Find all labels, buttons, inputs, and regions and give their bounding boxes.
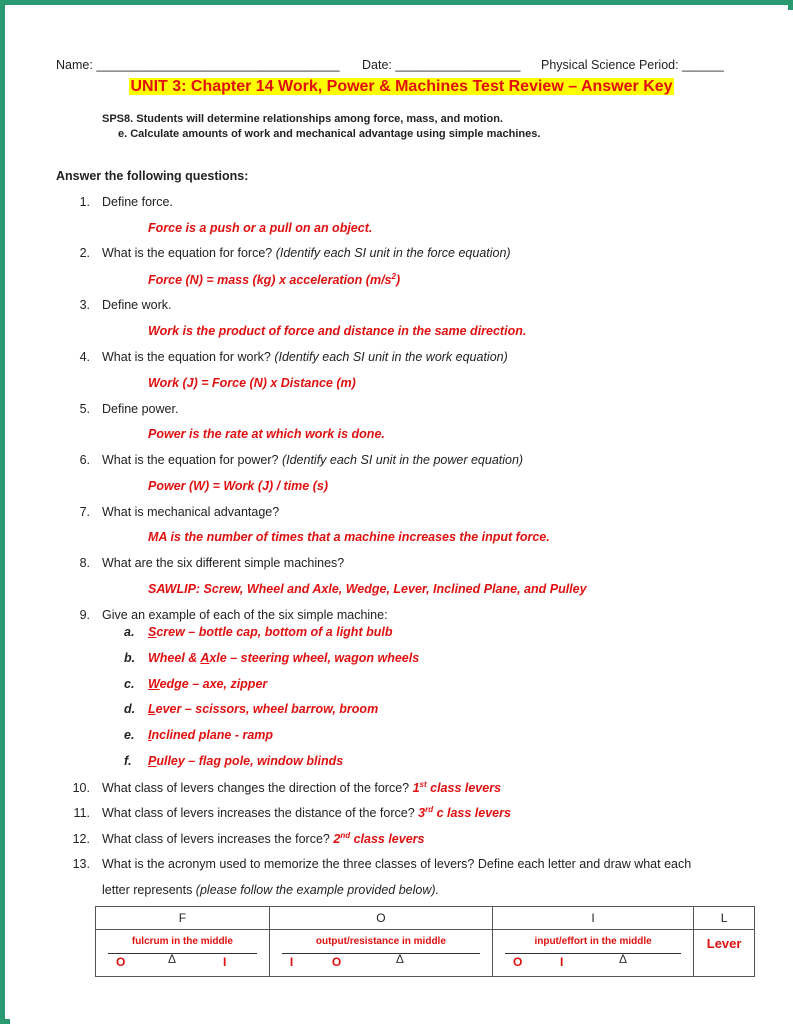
- fulcrum-icon: Δ: [618, 952, 627, 966]
- answer-7: MA is the number of times that a machine increases the input force.: [148, 530, 550, 544]
- input-point: I: [289, 955, 294, 969]
- page-title: UNIT 3: Chapter 14 Work, Power & Machines Test Review – Answer Key: [130, 78, 673, 95]
- header-cell-l: L: [694, 907, 755, 930]
- name-field: [56, 58, 340, 72]
- name-label: Name:: [56, 58, 93, 72]
- cell-first-class: [96, 930, 270, 977]
- lever-answer: Lever: [706, 936, 742, 951]
- standard-line-1: SPS8. Students will determine relationships among force, mass, and motion.: [102, 113, 503, 125]
- fulcrum-icon: Δ: [168, 952, 177, 966]
- caption-second-class: output/resistance in middle: [315, 936, 446, 947]
- question-5: 5. Define power.: [79, 402, 179, 416]
- caption-third-class: input/effort in the middle: [534, 936, 652, 947]
- lever-beam: [505, 953, 681, 954]
- input-point: I: [559, 955, 564, 969]
- answer-12: 2nd class levers: [333, 831, 425, 847]
- date-blank: __________________: [395, 58, 521, 72]
- question-7: 7. What is mechanical advantage?: [79, 505, 280, 519]
- table-header-row: [96, 907, 755, 930]
- header-cell-f: F: [96, 907, 270, 930]
- answer-5: Power is the rate at which work is done.: [148, 427, 385, 441]
- example-f: f. Pulley – flag pole, window blinds: [124, 754, 344, 768]
- example-c: c. Wedge – axe, zipper: [124, 677, 268, 691]
- output-point: O: [116, 955, 126, 969]
- header-cell-o: O: [269, 907, 492, 930]
- date-field: [362, 58, 521, 72]
- cell-lever: [694, 930, 755, 977]
- answer-4: Work (J) = Force (N) x Distance (m): [148, 376, 356, 390]
- answer-10: 1st class levers: [412, 780, 502, 796]
- example-e: e. Inclined plane - ramp: [124, 728, 274, 742]
- question-8: 8. What are the six different simple machines?: [79, 556, 345, 570]
- question-4: 4. What is the equation for work? (Identify each SI unit in the work equation): [79, 350, 508, 364]
- question-11: 11. What class of levers increases the distance of the force? 3rd c lass levers: [73, 805, 511, 821]
- output-point: O: [512, 955, 523, 969]
- question-1: 1. Define force.: [79, 195, 173, 209]
- caption-first-class: fulcrum in the middle: [131, 936, 233, 947]
- question-10: 10. What class of levers changes the direction of the force? 1st class levers: [72, 780, 502, 796]
- worksheet-page: [10, 10, 793, 1024]
- lever-classes-table: [95, 906, 755, 977]
- period-field: [541, 58, 724, 72]
- answer-2: Force (N) = mass (kg) x acceleration $(m/s^2)$: [148, 272, 401, 288]
- input-point: I: [223, 955, 227, 969]
- lever-beam: [282, 953, 480, 954]
- lever-beam: [108, 953, 257, 954]
- date-label: Date:: [362, 58, 392, 72]
- name-blank: ___________________________________: [96, 58, 340, 72]
- instructions-heading: Answer the following questions:: [56, 169, 249, 183]
- question-13: 13. What is the acronym used to memorize the three classes of levers? Define each letter and draw what each: [72, 857, 692, 871]
- example-a: a. Screw – bottle cap, bottom of a light bulb: [124, 625, 393, 639]
- period-label: Physical Science Period:: [541, 58, 679, 72]
- cell-third-class: [492, 930, 693, 977]
- question-9: 9. Give an example of each of the six simple machine:: [79, 608, 388, 622]
- standard-line-2: e. Calculate amounts of work and mechanical advantage using simple machines.: [118, 128, 541, 140]
- answer-1: Force is a push or a pull on an object.: [148, 221, 373, 235]
- fulcrum-icon: Δ: [395, 952, 404, 966]
- answer-11: 3rd c lass levers: [418, 805, 511, 821]
- answer-6: Power (W) = Work (J) / time (s): [148, 479, 328, 493]
- question-12: 12. What class of levers increases the force? 2nd class levers: [72, 831, 425, 847]
- example-d: d. Lever – scissors, wheel barrow, broom: [124, 702, 379, 716]
- question-13-continued: letter represents (please follow the example provided below).: [102, 883, 439, 897]
- question-6: 6. What is the equation for power? (Identify each SI unit in the power equation): [79, 453, 524, 467]
- output-point: O: [331, 955, 342, 969]
- cell-second-class: [269, 930, 492, 977]
- table-row: [96, 930, 755, 977]
- answer-8: SAWLIP: Screw, Wheel and Axle, Wedge, Lever, Inclined Plane, and Pulley: [148, 582, 587, 596]
- question-2: 2. What is the equation for force? (Identify each SI unit in the force equation): [79, 246, 511, 260]
- answer-3: Work is the product of force and distance in the same direction.: [148, 324, 527, 338]
- example-b: b. Wheel & Axle – steering wheel, wagon wheels: [124, 651, 420, 665]
- question-3: 3. Define work.: [79, 298, 172, 312]
- period-blank: ______: [682, 58, 724, 72]
- header-cell-i: I: [492, 907, 693, 930]
